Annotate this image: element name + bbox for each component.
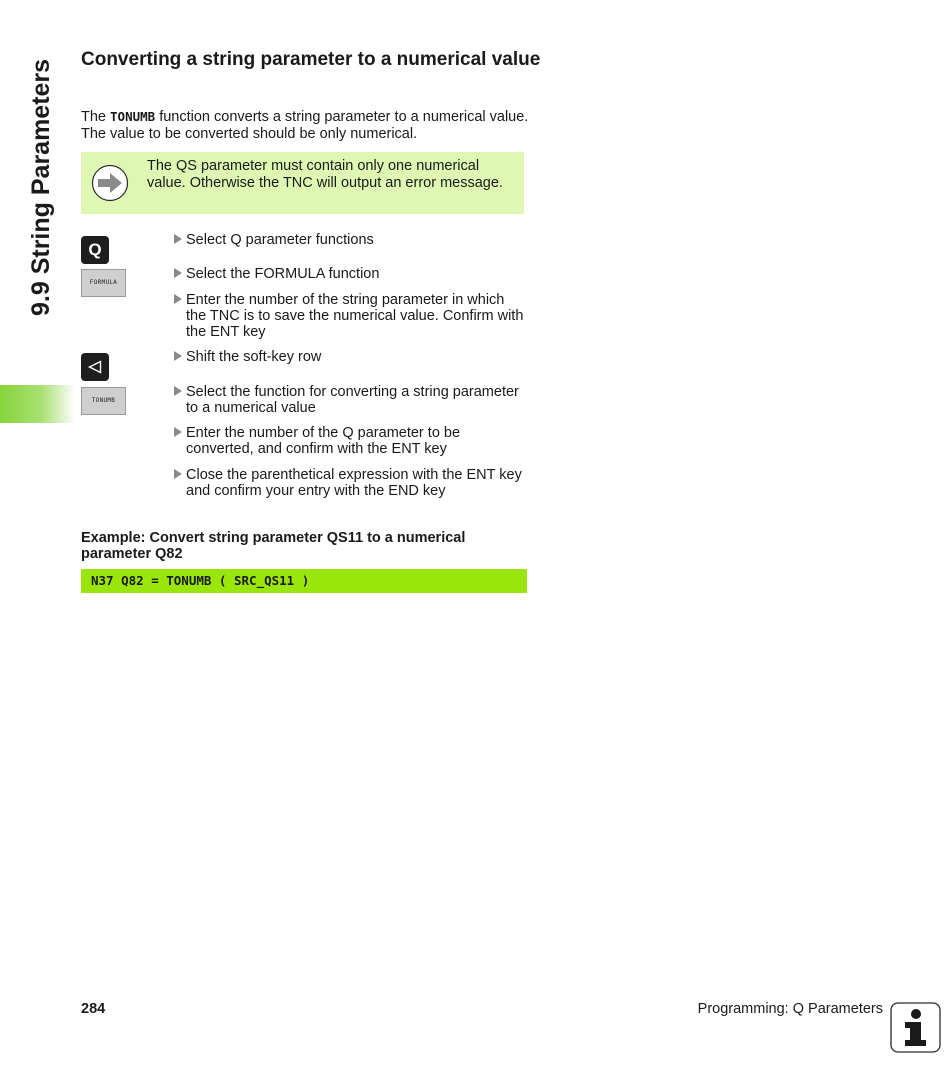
step-item: Enter the number of the string parameter in which the TNC is to save the numerical value. Confirm with the ENT key xyxy=(172,292,528,340)
step-item: Close the parenthetical expression with the ENT key and confirm your entry with the END key xyxy=(172,467,528,499)
bullet-triangle-icon xyxy=(174,427,182,437)
tonumb-softkey[interactable]: TONUMB xyxy=(81,387,126,415)
section-tab-marker xyxy=(0,385,75,423)
step-item: Enter the number of the Q parameter to be converted, and confirm with the ENT key xyxy=(172,425,528,457)
bullet-triangle-icon xyxy=(174,268,182,278)
page-number: 284 xyxy=(81,1001,106,1017)
step-item: Shift the soft-key row xyxy=(172,349,528,365)
example-code: N37 Q82 = TONUMB ( SRC_QS11 ) xyxy=(81,569,527,593)
bullet-triangle-icon xyxy=(174,469,182,479)
example-title: Example: Convert string parameter QS11 to a numerical parameter Q82 xyxy=(81,530,466,562)
bullet-triangle-icon xyxy=(174,351,182,361)
footer-chapter-title: Programming: Q Parameters xyxy=(697,1001,883,1017)
q-key[interactable]: Q xyxy=(81,236,109,264)
arrow-right-icon xyxy=(91,164,129,202)
shift-softkey-row-key[interactable] xyxy=(81,353,109,381)
note-box xyxy=(81,152,524,214)
intro-paragraph xyxy=(81,108,531,143)
intro-suffix: function converts a string parameter to a numerical value. The value to be converted should be only numerical. xyxy=(81,109,529,142)
step-item: Select the function for converting a string parameter to a numerical value xyxy=(172,384,528,416)
intro-prefix: The xyxy=(81,109,111,125)
page-heading: Converting a string parameter to a numerical value xyxy=(81,49,541,70)
step-item: Select Q parameter functions xyxy=(172,232,528,248)
section-title-vertical: 9.9 String Parameters xyxy=(27,58,55,316)
triangle-left-icon xyxy=(81,353,109,381)
bullet-triangle-icon xyxy=(174,294,182,304)
bullet-triangle-icon xyxy=(174,234,182,244)
intro-function-name: TONUMB xyxy=(110,109,156,124)
info-icon xyxy=(890,1002,941,1053)
bullet-triangle-icon xyxy=(174,386,182,396)
step-item: Select the FORMULA function xyxy=(172,266,528,282)
formula-softkey[interactable]: FORMULA xyxy=(81,269,126,297)
note-text: The QS parameter must contain only one numerical value. Otherwise the TNC will output an error message. xyxy=(147,158,503,191)
